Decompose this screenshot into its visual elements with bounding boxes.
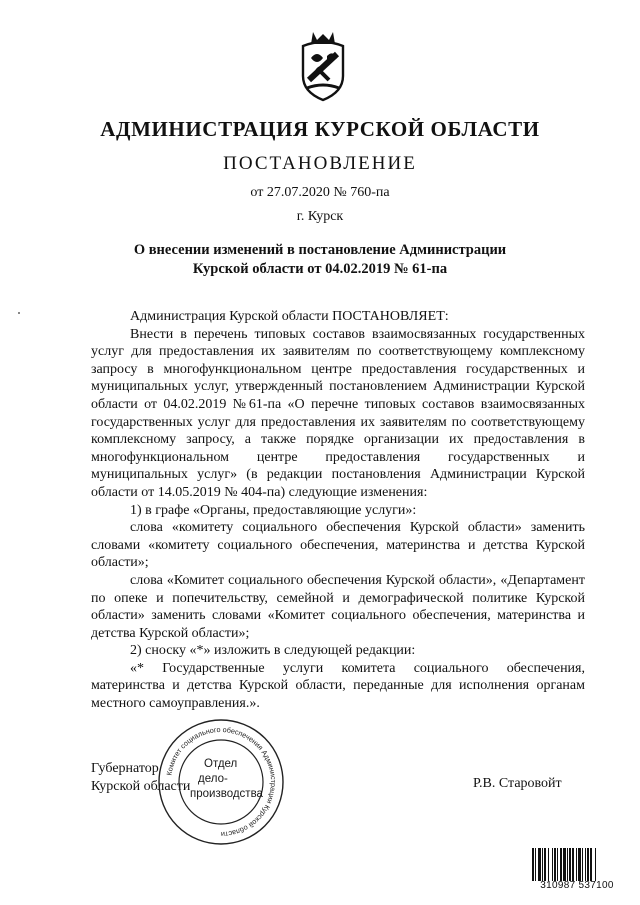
barcode-bar [563, 848, 566, 881]
coat-of-arms-icon [297, 28, 349, 102]
body-paragraph-5: слова «Комитет социального обеспечения Курской области», «Департамент по опеке и попечительству, семейной и демографической политике Курской области» заменить словами «Комитет социального обеспечения, материнства и детства Курской области»; [91, 572, 585, 641]
barcode-bar [544, 848, 546, 881]
body-paragraph-6: 2) сноску «*» изложить в следующей редакции: [130, 643, 416, 659]
stamp-line-1: Отдел [204, 758, 238, 770]
barcode-bar [538, 848, 541, 881]
barcode-bar [569, 848, 571, 881]
city: г. Курск [296, 209, 344, 224]
body-paragraph-7: «* Государственные услуги комитета социального обеспечения, материнства и детства Курской области, переданные для исполнения органам местного самоуправления.». [91, 660, 585, 712]
barcode-bar [582, 848, 583, 881]
stamp-line-3: производства [190, 788, 263, 800]
body-paragraph-3: 1) в графе «Органы, предоставляющие услуги»: [130, 502, 417, 518]
date-number: от 27.07.2020 № 760-па [250, 185, 390, 200]
department-stamp [156, 717, 286, 847]
barcode-bar [548, 848, 549, 881]
barcode-bar [567, 848, 568, 881]
document-body [91, 308, 585, 713]
document-subject [0, 241, 640, 279]
barcode-bar [587, 848, 589, 881]
scan-dot [18, 312, 20, 314]
barcode-bar [552, 848, 553, 881]
document-type: ПОСТАНОВЛЕНИЕ [223, 153, 417, 174]
barcode-bar [535, 848, 536, 881]
barcode-bar [542, 848, 543, 881]
signatory-title-line-1: Губернатор [91, 761, 159, 776]
barcode-bar [590, 848, 592, 881]
body-paragraph-4: слова «комитету социального обеспечения Курской области» заменить словами «комитету социального обеспечения, материнства и детства Курской области»; [91, 520, 585, 571]
body-paragraph-1: Администрация Курской области ПОСТАНОВЛЯЕТ: [130, 309, 449, 324]
barcode-bar [560, 848, 562, 881]
barcode-bar [576, 848, 577, 881]
signatory-name: Р.В. Старовойт [473, 776, 562, 791]
stamp-line-2: дело- [198, 773, 228, 785]
barcode-bar [585, 848, 586, 881]
stamp-inner-text [190, 757, 263, 802]
barcode-bar [532, 848, 534, 881]
subject-line-1: О внесении изменений в постановление Администрации [133, 242, 507, 258]
barcode-number: 310987 537100 [540, 880, 614, 891]
barcode-bars-icon [531, 848, 623, 881]
barcode-bar [595, 848, 596, 881]
barcode-bar [557, 848, 558, 881]
body-paragraph-2: Внести в перечень типовых составов взаимосвязанных государственных услуг для предоставления их заявителям по соответствующему комплексному запросу в многофункциональном центре предоставления государственных и муниципальных услуг, утвержденный постановлением Администрации Курской области от 04.02.2019 №61-па «О перечне типовых составов взаимосвязанных государственных услуг для предоставления их заявителям по соответствующему комплексному запросу, а также порядке организации их предоставления в многофункциональном центре предоставления государственных и муниципальных услуг» (в редакции постановления Администрации Курской области от 14.05.2019 № 404-па) следующие изменения: [91, 326, 585, 500]
subject-line-2: Курской области от 04.02.2019 № 61-па [192, 261, 448, 277]
organization-title: АДМИНИСТРАЦИЯ КУРСКОЙ ОБЛАСТИ [100, 117, 540, 141]
barcode [531, 848, 623, 895]
barcode-bar [554, 848, 556, 881]
barcode-bar [572, 848, 574, 881]
signatory-title-line-2: Курской области [91, 779, 191, 794]
stamp-ring-text: Комитет социального обеспечения Администрации Курской области [164, 724, 279, 840]
barcode-bar [578, 848, 581, 881]
